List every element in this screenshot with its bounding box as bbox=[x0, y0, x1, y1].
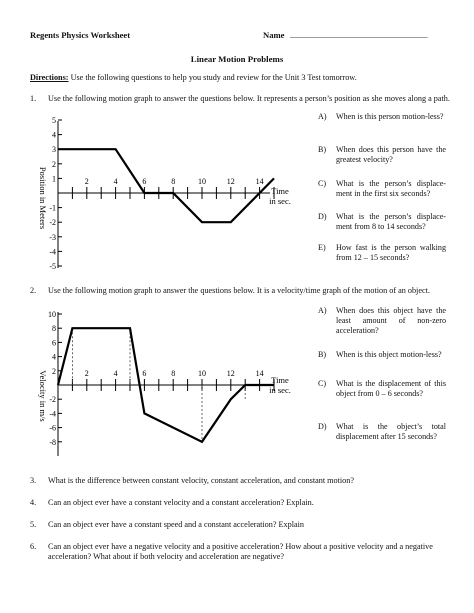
x-tick-label: 6 bbox=[142, 177, 147, 186]
y-tick-label: -1 bbox=[49, 203, 56, 213]
page-title: Linear Motion Problems bbox=[190, 54, 284, 64]
graph1-ylabel: Position in Meters bbox=[38, 166, 48, 230]
y-tick-label: -2 bbox=[49, 395, 56, 405]
x-tick-label: 12 bbox=[226, 369, 235, 378]
y-tick-label: 1 bbox=[52, 174, 56, 184]
sub-text: What is the person’s displace-ment from 8 to 14 seconds? bbox=[336, 212, 446, 232]
y-tick-label: -2 bbox=[49, 218, 56, 228]
y-tick-label: 5 bbox=[52, 116, 56, 125]
worksheet-header: Regents Physics Worksheet bbox=[30, 30, 131, 40]
sub-text: What is the object’s total displacement after 15 seconds? bbox=[336, 422, 446, 442]
y-tick-label: -8 bbox=[49, 437, 56, 447]
q1-sub-a bbox=[318, 112, 446, 122]
y-tick-label: 8 bbox=[52, 324, 56, 334]
q2-sub-b bbox=[318, 350, 446, 360]
sub-letter: C) bbox=[318, 379, 327, 388]
sub-text: What is the displacement of this object from 0 – 6 seconds? bbox=[336, 379, 446, 399]
position-time-graph bbox=[28, 116, 291, 278]
sub-text: When is this object motion-less? bbox=[336, 350, 442, 359]
q2-sub-a bbox=[318, 306, 446, 337]
sub-letter: D) bbox=[318, 422, 327, 431]
graph2-xlabel-2: in sec. bbox=[269, 385, 291, 395]
x-tick-label: 8 bbox=[171, 177, 176, 186]
sub-letter: A) bbox=[318, 306, 327, 315]
q1-number: 1. bbox=[30, 94, 37, 103]
x-tick-label: 2 bbox=[84, 177, 89, 186]
q3-text: What is the difference between constant velocity, constant acceleration, and constant motion? bbox=[48, 476, 355, 485]
data-line bbox=[58, 149, 274, 222]
name-label: Name bbox=[263, 30, 285, 40]
graph2-xlabel-1: Time bbox=[271, 375, 289, 385]
graph2-ylabel: Velocity in m/s bbox=[38, 370, 48, 422]
sub-letter: C) bbox=[318, 179, 327, 188]
sub-text: When does this object have the least amount of non-zero acceleration? bbox=[336, 306, 446, 336]
directions-text: Use the following questions to help you study and review for the Unit 3 Test tomorrow. bbox=[68, 73, 357, 82]
q4-text: Can an object ever have a constant velocity and a constant acceleration? Explain. bbox=[48, 498, 314, 507]
y-tick-label: 2 bbox=[52, 159, 56, 169]
x-tick-label: 14 bbox=[255, 177, 264, 186]
q2-text: Use the following motion graph to answer the questions below. It is a velocity/time graph of the motion of an object. bbox=[48, 286, 430, 295]
q1-sub-b bbox=[318, 145, 446, 165]
sub-text: When does this person have the greatest velocity? bbox=[336, 145, 446, 165]
x-tick-label: 10 bbox=[198, 177, 206, 186]
q1-sub-e bbox=[318, 243, 446, 263]
sub-text: When is this person motion-less? bbox=[336, 112, 444, 121]
name-blank: ________________________________ bbox=[290, 29, 428, 39]
q3-number: 3. bbox=[30, 476, 37, 485]
y-tick-label: 2 bbox=[52, 366, 56, 376]
graph1-xlabel-2: in sec. bbox=[269, 196, 291, 206]
q5-text: Can an object ever have a constant speed and a constant acceleration? Explain bbox=[48, 520, 304, 529]
sub-letter: B) bbox=[318, 145, 327, 154]
y-tick-label: 6 bbox=[52, 338, 56, 348]
x-tick-label: 6 bbox=[142, 369, 147, 378]
x-tick-label: 4 bbox=[113, 369, 118, 378]
q1-sub-c bbox=[318, 179, 446, 199]
q2-number: 2. bbox=[30, 286, 37, 295]
y-tick-label: -5 bbox=[49, 262, 56, 271]
sub-text: What is the person’s displace-ment in the first six seconds? bbox=[336, 179, 446, 199]
velocity-time-graph bbox=[28, 306, 291, 476]
x-tick-label: 8 bbox=[171, 369, 176, 378]
q1-sub-d bbox=[318, 212, 446, 232]
x-tick-label: 12 bbox=[226, 177, 235, 186]
q6-text: Can an object ever have a negative velocity and a positive acceleration? How about a positive velocity and a negative acceleration? What about if both velocity and acceleration are negative? bbox=[48, 542, 433, 562]
directions bbox=[30, 73, 450, 83]
graph1-xlabel-1: Time bbox=[271, 186, 289, 196]
sub-letter: E) bbox=[318, 243, 326, 252]
y-tick-label: -3 bbox=[49, 232, 56, 242]
q2-sub-d bbox=[318, 422, 446, 442]
sub-letter: A) bbox=[318, 112, 327, 121]
x-tick-label: 10 bbox=[198, 369, 206, 378]
sub-text: How fast is the person walking from 12 – 15 seconds? bbox=[336, 243, 446, 263]
q2-sub-c bbox=[318, 379, 446, 399]
q4-number: 4. bbox=[30, 498, 37, 507]
y-tick-label: 4 bbox=[52, 352, 56, 362]
x-tick-label: 2 bbox=[84, 369, 89, 378]
y-tick-label: 10 bbox=[48, 310, 56, 319]
y-tick-label: 3 bbox=[52, 145, 56, 155]
sub-letter: B) bbox=[318, 350, 327, 359]
y-tick-label: 4 bbox=[52, 130, 56, 140]
x-tick-label: 4 bbox=[113, 177, 118, 186]
x-tick-label: 14 bbox=[255, 369, 264, 378]
y-tick-label: -4 bbox=[49, 247, 56, 257]
q6-number: 6. bbox=[30, 542, 37, 551]
q1-text: Use the following motion graph to answer the questions below. It represents a person’s position as she moves along a path. bbox=[48, 94, 450, 103]
directions-label: Directions: bbox=[30, 73, 69, 82]
q5-number: 5. bbox=[30, 520, 37, 529]
y-tick-label: -4 bbox=[49, 409, 56, 419]
y-tick-label: -6 bbox=[49, 423, 56, 433]
sub-letter: D) bbox=[318, 212, 327, 221]
